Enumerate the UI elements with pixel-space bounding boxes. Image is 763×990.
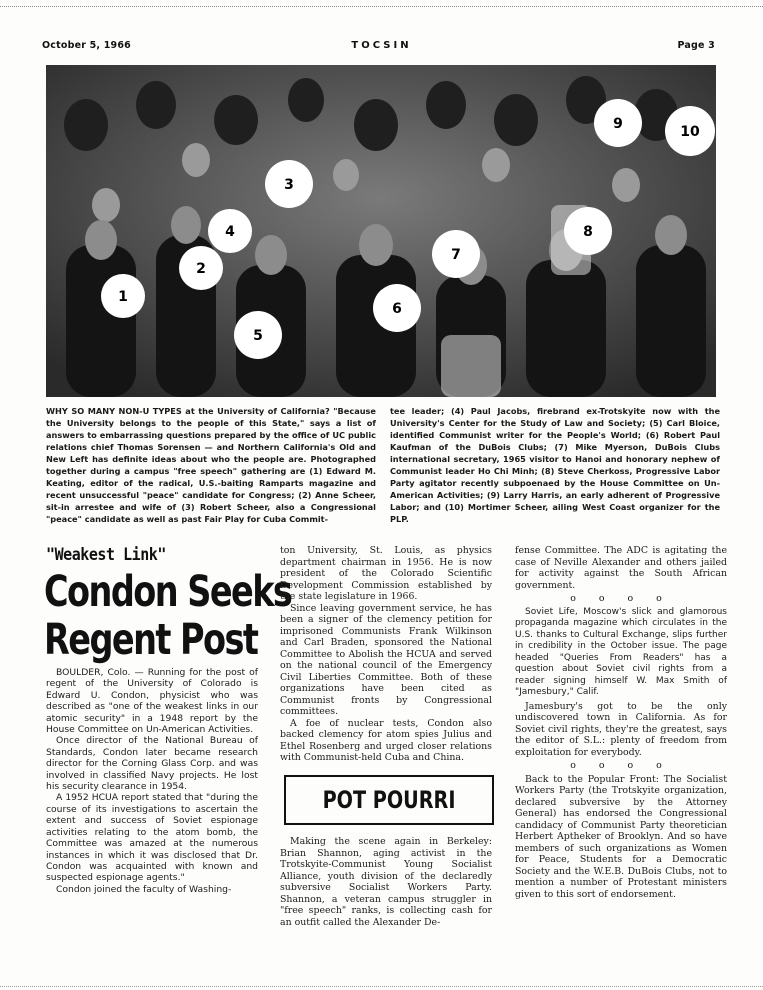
top-border (0, 6, 763, 7)
paragraph: A foe of nuclear tests, Condon also backed clemency for atom spies Julius and Ethel Rosenberg and urged closer relations with Communist-held Cuba and China. (280, 717, 492, 763)
story-headline (44, 567, 292, 665)
headline-line-2: Regent Post (44, 615, 258, 665)
marker-8: 8 (583, 224, 593, 240)
story-column-1 (46, 667, 258, 895)
marker-3: 3 (284, 177, 294, 193)
paragraph: Making the scene again in Berkeley: Brian Shannon, aging activist in the Trotskyite-Communist Young Socialist Alliance, youth division of the declaredly subversive Socialist Workers Party. Shannon, a veteran campus struggler in "free speech" ranks, is collecting cash for an outfit called the Alexander De- (280, 836, 492, 928)
paragraph: fense Committee. The ADC is agitating the case of Neville Alexander and others jailed for activity against the South African government. (515, 545, 727, 591)
paragraph: BOULDER, Colo. — Running for the post of regent of the University of Colorado is Edward U. Condon, physicist who was described as "one of the weakest links in our atomic security" in a 1948 report by the House Committee on Un-American Activities. (46, 667, 258, 736)
story-kicker: "Weakest Link" (46, 545, 166, 565)
issue-date: October 5, 1966 (42, 40, 131, 51)
potpourri-title: POT POURRI (322, 786, 456, 814)
marker-5: 5 (253, 328, 263, 344)
paragraph: Soviet Life, Moscow's slick and glamorous propaganda magazine which circulates in the U.S. thanks to Cultural Exchange, slips further in credibility in the October issue. The page headed "Queries From Readers" has a question about Soviet civil rights from a reader signing himself W. Max Smith of "Jamesbury," Calif. (515, 606, 727, 697)
page-number: Page 3 (677, 40, 715, 51)
paragraph: A 1952 HCUA report stated that "during the course of its investigations to ascertain the extent and success of Soviet espionage activities relating to the atom bomb, the Committee was amazed at the numerous instances in which it was disclosed that Dr. Condon was acquainted with known and suspected espionage agents." (46, 792, 258, 884)
marker-10: 10 (680, 124, 700, 140)
paragraph: Since leaving government service, he has been a signer of the clemency petition for imprisoned Communists Frank Wilkinson and Carl Braden, sponsored the National Committee to Abolish the HCUA and served on the national council of the Emergency Civil Liberties Committee. Both of these organizations have been cited as Communist fronts by Congressional committees. (280, 602, 492, 717)
marker-2: 2 (196, 261, 206, 277)
headline-line-1: Condon Seeks (44, 567, 292, 617)
marker-4: 4 (225, 224, 235, 240)
paragraph: Jamesbury's got to be the only undiscovered town in California. As for Soviet civil rights, they're the greatest, says the editor of S.L.: plenty of freedom from exploitation for everybody. (515, 700, 727, 758)
story-column-2 (280, 545, 492, 764)
paragraph: Once director of the National Bureau of Standards, Condon later became research director for the Corning Glass Corp. and was involved in classified Navy projects. He lost his security clearance in 1954. (46, 735, 258, 793)
potpourri-heading-box (284, 775, 494, 825)
paragraph: ton University, St. Louis, as physics department chairman in 1956. He is now president of the Colorado Scientific Development Commission established by the state legislature in 1966. (280, 545, 492, 602)
separator: o o o o (570, 760, 672, 771)
paragraph: Back to the Popular Front: The Socialist Workers Party (the Trotskyite organization, declared subversive by the Attorney General) has endorsed the Congressional candidacy of Communist Party theoretician Herbert Aptheker of Brooklyn. And so have members of such organizations as Women for Peace, Students for a Democratic Society and the W.E.B. DuBois Clubs, not to mention a number of Protestant ministers given to this sort of endorsement. (515, 773, 727, 900)
photo-caption-left: WHY SO MANY NON-U TYPES at the University of California? "Because the University belongs to the people of this State," says a list of answers to embarrassing questions prepared by the office of UC public relations chief Thomas Sorensen — and Northern California's Old and New Left has definite ideas about who the people are. Photographed together during a campus "free speech" gathering are (1) Edward M. Keating, editor of the radical, U.S.-baiting Ramparts magazine and recent unsuccessful "peace" candidate for Congress; (2) Anne Scheer, sit-in arrestee and wife of (3) Robert Scheer, also a Congressional "peace" candidate as well as past Fair Play for Cuba Commit- (46, 406, 376, 524)
separator: o o o o (570, 593, 672, 604)
marker-7: 7 (451, 247, 461, 263)
paragraph: Condon joined the faculty of Washing- (56, 883, 232, 895)
marker-6: 6 (392, 301, 402, 317)
photo-caption-right: tee leader; (4) Paul Jacobs, firebrand ex-Trotskyite now with the University's Center for the Study of Law and Society; (5) Carl Bloice, identified Communist writer for the People's World; (6) Robert Paul Kaufman of the DuBois Clubs; (7) Mike Myerson, DuBois Clubs international secretary, 1965 visitor to Hanoi and honorary nephew of Communist leader Ho Chi Minh; (8) Steve Cherkoss, Progressive Labor Party agitator recently subpoenaed by the House Committee on Un-American Activities; (9) Larry Harris, an early adherent of Progressive Labor; and (10) Mortimer Scheer, ailing West Coast organizer for the PLP. (390, 406, 720, 524)
publication-title: TOCSIN (351, 40, 412, 51)
crowd-photo-graphic (46, 65, 716, 397)
bottom-border (0, 986, 763, 987)
marker-9: 9 (613, 116, 623, 132)
potpourri-column-3 (515, 545, 727, 900)
marker-1: 1 (118, 289, 128, 305)
crowd-photo (46, 65, 716, 397)
potpourri-column-2 (280, 836, 492, 928)
